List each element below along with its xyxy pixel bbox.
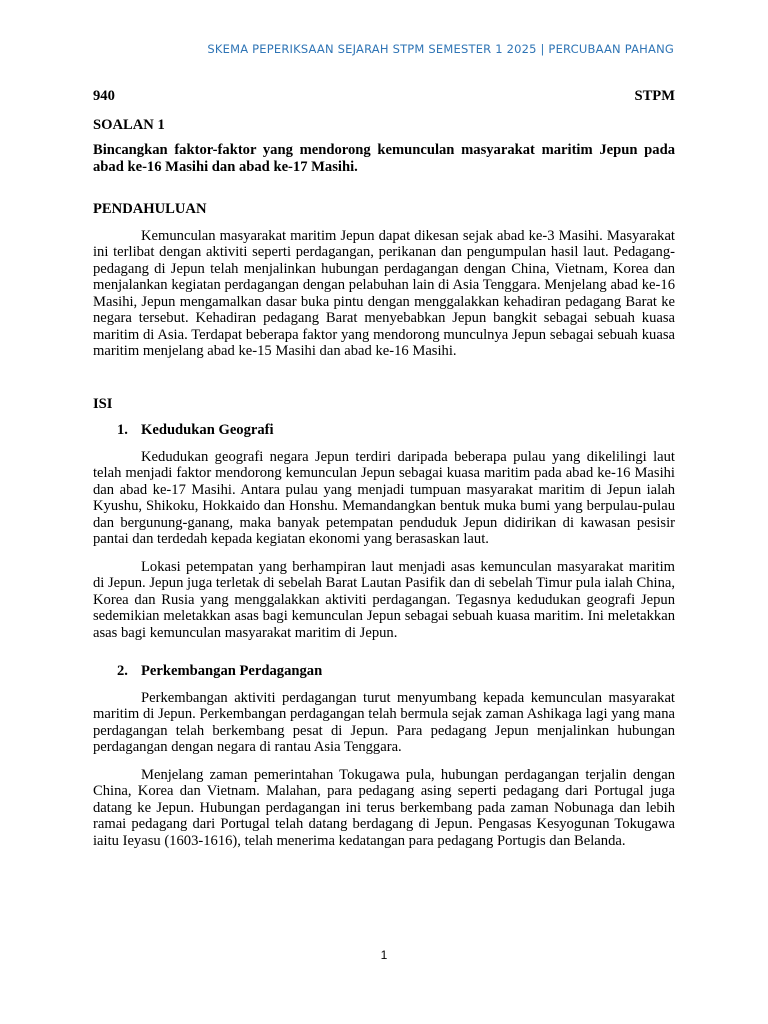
section-1-paragraph-2: Lokasi petempatan yang berhampiran laut menjadi asas kemunculan masyarakat maritim di Jepun. Jepun juga terletak di sebelah Barat Lautan Pasifik dan di sebelah Timur pula ialah China, Korea dan Rusia yang menggalakkan aktiviti perdagangan. Tegasnya kedudukan geografi Jepun sedemikian meletakkan asas bagi kemunculan Jepun sebagai sebuah kuasa maritim. Ini meletakkan asas bagi kemunculan masyarakat maritim di Jepun. [93, 558, 675, 641]
intro-heading: PENDAHULUAN [93, 201, 207, 217]
question-text: Bincangkan faktor-faktor yang mendorong kemunculan masyarakat maritim Jepun pada abad ke-16 Masihi dan abad ke-17 Masihi. [93, 142, 675, 175]
section-1-paragraph-1: Kedudukan geografi negara Jepun terdiri daripada beberapa pulau yang dikelilingi laut telah menjadi faktor mendorong kemunculan Jepun sebagai kuasa maritim pada abad ke-16 Masihi dan abad ke-17 Masihi. Antara pulau yang menjadi tumpuan masyarakat maritim di Jepun ialah Kyushu, Shikoku, Hokkaido dan Honshu. Memandangkan bentuk muka bumi yang berpulau-pulau dan bergunung-ganang, maka banyak petempatan penduduk Jepun didirikan di kawasan pesisir pantai dan terdedah kepada kegiatan ekonomi yang berasaskan laut. [93, 448, 675, 547]
paper-code-row [93, 88, 675, 105]
section-heading-2 [117, 663, 675, 680]
section-2-paragraph-1: Perkembangan aktiviti perdagangan turut menyumbang kepada kemunculan masyarakat maritim di Jepun. Perkembangan perdagangan telah bermula sejak zaman Ashikaga lagi yang mana perdagangan telah berkembang pesat di Jepun. Para pedagang Jepun menjalinkan hubungan perdagangan dengan negara di rantau Asia Tenggara. [93, 689, 675, 755]
section-number: 2. [117, 663, 128, 679]
paper-code: 940 [93, 88, 115, 104]
section-2-paragraph-2: Menjelang zaman pemerintahan Tokugawa pula, hubungan perdagangan terjalin dengan China, Korea dan Vietnam. Malahan, para pedagang asing seperti pedagang dari Portugal juga datang ke Jepun. Hubungan perdagangan ini terus berkembang pada zaman Nobunaga dan lebih ramai pedagang dari Portugal telah datang berdagang di Jepun. Pengasas Kesyogunan Tokugawa iaitu Ieyasu (1603-1616), telah menerima kedatangan para pedagang Portugis dan Belanda. [93, 766, 675, 849]
exam-name: STPM [634, 88, 675, 104]
section-title: Perkembangan Perdagangan [141, 663, 323, 679]
isi-heading: ISI [93, 395, 113, 412]
document-body [93, 88, 675, 849]
page-number: 1 [380, 948, 388, 962]
section-title: Kedudukan Geografi [141, 422, 274, 438]
section-heading-1 [117, 422, 675, 439]
question-number: SOALAN 1 [93, 116, 165, 133]
section-number: 1. [117, 422, 128, 438]
intro-paragraph: Kemunculan masyarakat maritim Jepun dapat dikesan sejak abad ke-3 Masihi. Masyarakat ini terlibat dengan aktiviti seperti perdagangan, perikanan dan pengumpulan hasil laut. Pedagang-pedagang di Jepun telah menjalinkan hubungan perdagangan dengan China, Vietnam, Korea dan menjalankan kegiatan perdagangan dengan pelabuhan lain di Asia Tenggara. Menjelang abad ke-16 Masihi, Jepun mengamalkan dasar buka pintu dengan menggalakkan kehadiran pedagang Barat ke negara tersebut. Kehadiran pedagang Barat menyebabkan Jepun bangkit sebagai sebuah kuasa maritim di Asia. Terdapat beberapa faktor yang mendorong munculnya Jepun sebagai sebuah kuasa maritim menjelang abad ke-15 Masihi dan abad ke-16 Masihi. [93, 227, 675, 359]
page-header: SKEMA PEPERIKSAAN SEJARAH STPM SEMESTER 1 2025 | PERCUBAAN PAHANG [207, 42, 674, 56]
